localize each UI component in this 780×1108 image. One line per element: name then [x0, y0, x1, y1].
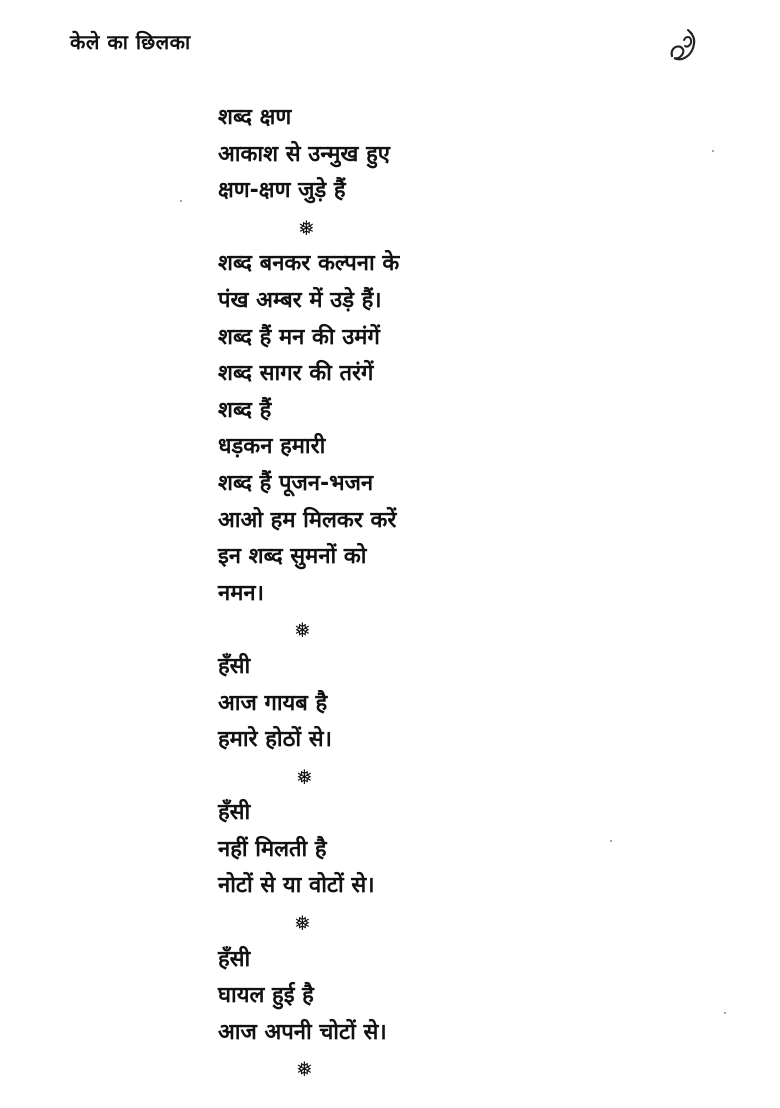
stanza-divider: [218, 905, 658, 942]
poem-line: आओ हम मिलकर करें: [218, 507, 397, 533]
stanza-divider: [218, 612, 658, 649]
poem-line: शब्द क्षण: [218, 105, 292, 130]
scan-speck: [610, 840, 612, 842]
poem-line: क्षण-क्षण जुड़े हैं: [218, 178, 346, 204]
poem-line: शब्द बनकर कल्पना के: [218, 251, 400, 277]
snowflake-ornament-icon: ❅: [296, 764, 313, 789]
poem-line: हँसी: [218, 800, 251, 826]
poem-line: नहीं मिलती है: [218, 836, 327, 862]
running-title: केले का छिलका: [70, 30, 191, 54]
poem-line: नोटों से या वोटों से।: [218, 873, 375, 899]
scan-speck: [180, 200, 182, 202]
poem-line: आज गायब है: [218, 690, 328, 716]
stanza-divider: [218, 759, 658, 796]
poem-line: हँसी: [218, 946, 251, 972]
snowflake-ornament-icon: ❅: [294, 911, 311, 936]
poem-line: शब्द सागर की तरंगें: [218, 361, 374, 387]
snowflake-ornament-icon: ❅: [296, 1057, 313, 1082]
snowflake-ornament-icon: ❅: [294, 618, 311, 643]
scan-speck: [724, 1012, 726, 1014]
poem-line: पंख अम्बर में उड़े हैं।: [218, 287, 382, 313]
poem-line: इन शब्द सुमनों को: [218, 544, 367, 570]
stanza: [218, 246, 658, 612]
stanza: [218, 100, 658, 210]
poem-line: आकाश से उन्मुख हुए: [218, 141, 390, 167]
snowflake-ornament-icon: ❅: [298, 215, 315, 240]
stanza-divider: [218, 1051, 658, 1088]
poem-body: [218, 100, 658, 1088]
poem-line: शब्द हैं मन की उमंगें: [218, 324, 380, 350]
poem-line: धड़कन हमारी: [218, 434, 326, 460]
poem-line: हँसी: [218, 653, 251, 679]
poem-line: घायल हुई है: [218, 983, 314, 1009]
poem-line: नमन।: [218, 580, 264, 606]
poem-line: शब्द हैं: [218, 397, 272, 423]
scan-speck: [712, 150, 714, 152]
poem-line: शब्द हैं पूजन-भजन: [218, 470, 374, 496]
poem-line: आज अपनी चोटों से।: [218, 1019, 387, 1045]
stanza: [218, 795, 658, 905]
handwritten-page-number-icon: [664, 26, 700, 66]
stanza: [218, 649, 658, 759]
stanza-divider: [218, 210, 658, 247]
poem-line: हमारे होठों से।: [218, 727, 332, 753]
stanza: [218, 942, 658, 1052]
